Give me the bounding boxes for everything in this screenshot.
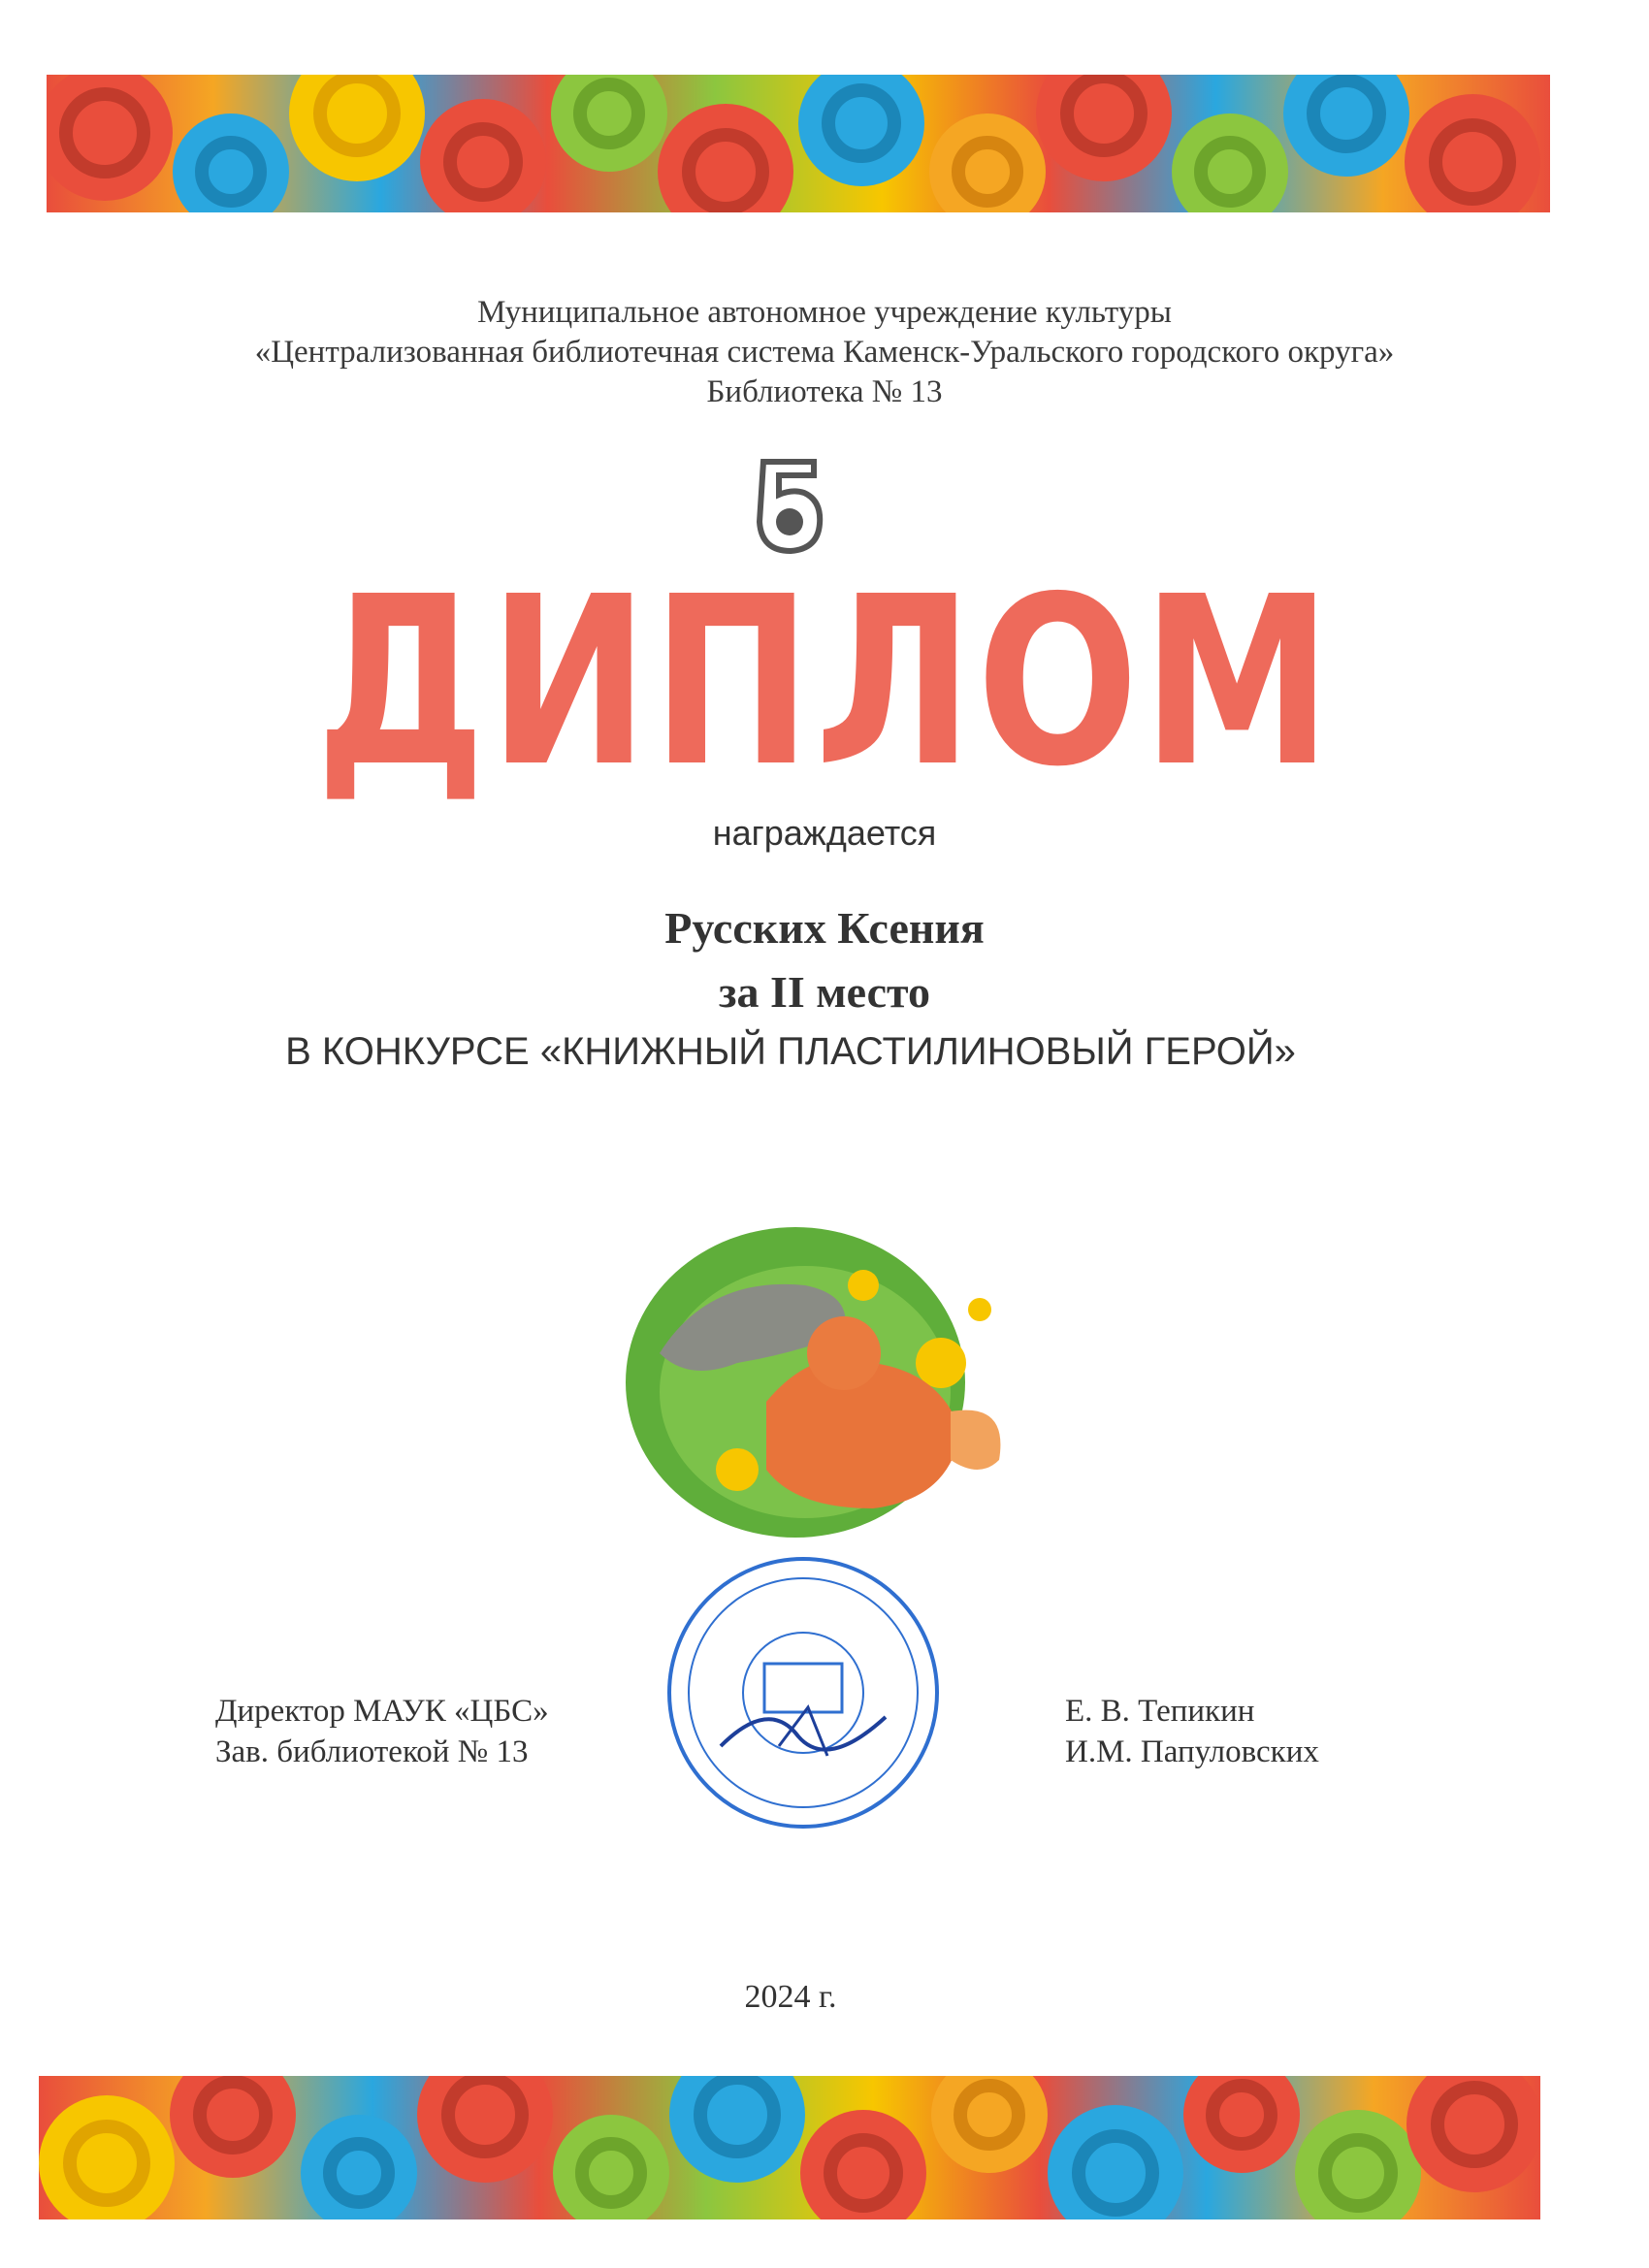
award-place: за II место xyxy=(718,967,930,1017)
library-logo-icon xyxy=(750,454,827,555)
awarded-text: награждается xyxy=(712,813,937,853)
recipient-name: Русских Ксения xyxy=(664,903,985,953)
header-line-1: Муниципальное автономное учреждение культуры xyxy=(477,295,1172,330)
issue-year: 2024 г. xyxy=(744,1979,837,2015)
top-decorative-band xyxy=(47,75,1550,212)
signatory-name-director: Е. В. Тепикин xyxy=(1065,1694,1255,1729)
bottom-decorative-band xyxy=(39,2076,1540,2219)
signatory-names xyxy=(1065,1691,1319,1772)
organization-header xyxy=(0,293,1649,412)
header-line-2: «Централизованная библиотечная система Каменск-Уральского городского округа» xyxy=(254,335,1395,370)
signatory-title-director: Директор МАУК «ЦБС» xyxy=(215,1694,549,1729)
contest-name: В КОНКУРСЕ «КНИЖНЫЙ ПЛАСТИЛИНОВЫЙ ГЕРОЙ» xyxy=(285,1030,1296,1073)
header-line-3: Библиотека № 13 xyxy=(706,374,943,409)
diploma-title: ДИПЛОМ xyxy=(315,546,1336,818)
signatory-name-head: И.М. Папуловских xyxy=(1065,1734,1319,1769)
signatory-titles xyxy=(215,1691,549,1772)
official-stamp-icon xyxy=(663,1552,944,1833)
signatory-title-head: Зав. библиотекой № 13 xyxy=(215,1734,529,1769)
plasticine-illustration xyxy=(621,1217,1018,1547)
